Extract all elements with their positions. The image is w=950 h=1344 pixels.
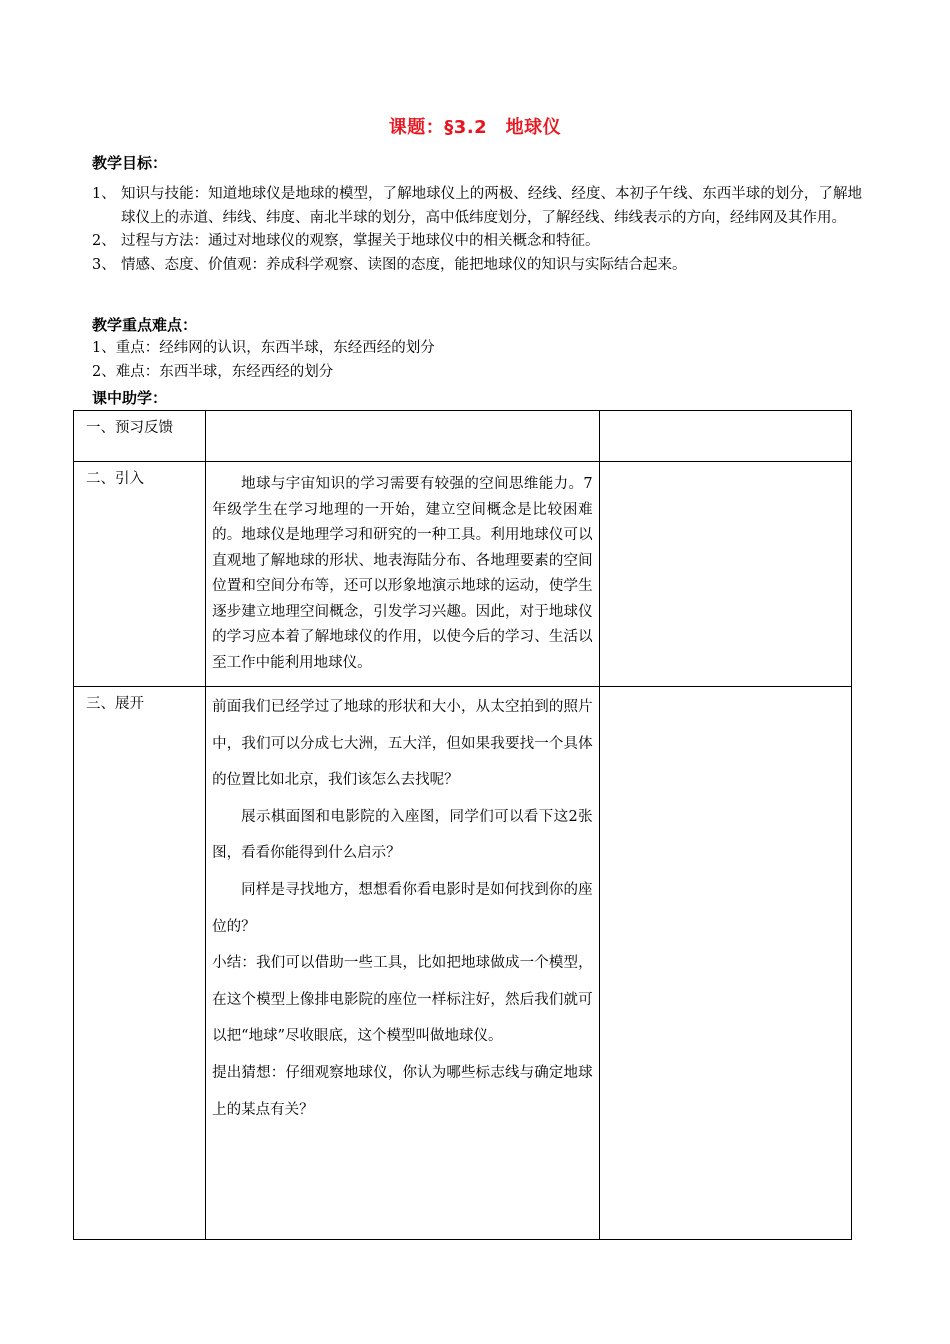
objective-number: 3、 (92, 256, 116, 273)
row-notes-cell (599, 462, 851, 687)
table-row (74, 462, 852, 687)
page-title: 课题：§3.2 地球仪 (388, 117, 562, 138)
table-row (74, 411, 852, 462)
keypoints-heading: 教学重点难点： (92, 316, 198, 334)
row-content-cell (206, 687, 600, 1240)
row-content-cell (206, 462, 600, 687)
objective-number: 1、 (92, 186, 116, 202)
row-label: 一、预习反馈 (86, 420, 173, 436)
row-label-cell (74, 462, 206, 687)
objectives-heading: 教学目标： (92, 154, 168, 172)
objective-text: 情感、态度、价值观：养成科学观察、读图的态度，能把地球仪的知识与实际结合起来。 (121, 256, 687, 273)
expand-paragraph: 展示棋面图和电影院的入座图，同学们可以看下这2张图，看看你能得到什么启示？ (212, 808, 593, 862)
objective-item (92, 230, 862, 254)
row-label: 二、引入 (86, 471, 144, 487)
table-row (74, 687, 852, 1240)
intro-text: 地球与宇宙知识的学习需要有较强的空间思维能力。7年级学生在学习地理的一开始，建立空间概念是比较困难的。地球仪是地理学习和研究的一种工具。利用地球仪可以直观地了解地球的形状、地表海陆分布、各地理要素的空间位置和空间分布等，还可以形象地演示地球的运动，使学生逐步建立地理空间概念，引发学习兴趣。因此，对于地球仪的学习应本着了解地球仪的作用，以使今后的学习、生活以至工作中能利用地球仪。 (212, 476, 593, 671)
row-content-cell (206, 411, 600, 462)
expand-paragraph: 提出猜想：仔细观察地球仪，你认为哪些标志线与确定地球上的某点有关？ (212, 1064, 593, 1118)
row-label-cell (74, 411, 206, 462)
expand-paragraph: 同样是寻找地方，想想看你看电影时是如何找到你的座位的？ (212, 881, 593, 935)
objective-number: 2、 (92, 233, 116, 249)
objective-item (92, 254, 862, 278)
assist-heading: 课中助学： (92, 389, 168, 407)
expand-content (206, 687, 599, 1128)
keypoints-list (92, 336, 862, 384)
objectives-list (92, 183, 862, 277)
expand-paragraph: 小结：我们可以借助一些工具，比如把地球做成一个模型，在这个模型上像排电影院的座位一样标注好，然后我们就可以把“地球”尽收眼底，这个模型叫做地球仪。 (212, 955, 593, 1045)
objective-text: 过程与方法：通过对地球仪的观察，掌握关于地球仪中的相关概念和特征。 (121, 233, 600, 249)
objective-item (92, 183, 862, 230)
objective-text: 知识与技能：知道地球仪是地球的模型，了解地球仪上的两极、经线、经度、本初子午线、东西半球的划分，了解地球仪上的赤道、纬线、纬度、南北半球的划分，高中低纬度划分，了解经线、纬线表示的方向，经纬网及其作用。 (121, 186, 862, 226)
row-label: 三、展开 (86, 696, 144, 712)
row-notes-cell (599, 687, 851, 1240)
lesson-table (73, 410, 852, 1240)
keypoint-item: 1、重点：经纬网的认识，东西半球，东经西经的划分 (92, 340, 435, 356)
row-notes-cell (599, 411, 851, 462)
keypoint-item: 2、难点：东西半球，东经西经的划分 (92, 364, 334, 380)
expand-paragraph: 前面我们已经学过了地球的形状和大小，从太空拍到的照片中，我们可以分成七大洲，五大洋，但如果我要找一个具体的位置比如北京，我们该怎么去找呢？ (212, 699, 593, 789)
row-label-cell (74, 687, 206, 1240)
